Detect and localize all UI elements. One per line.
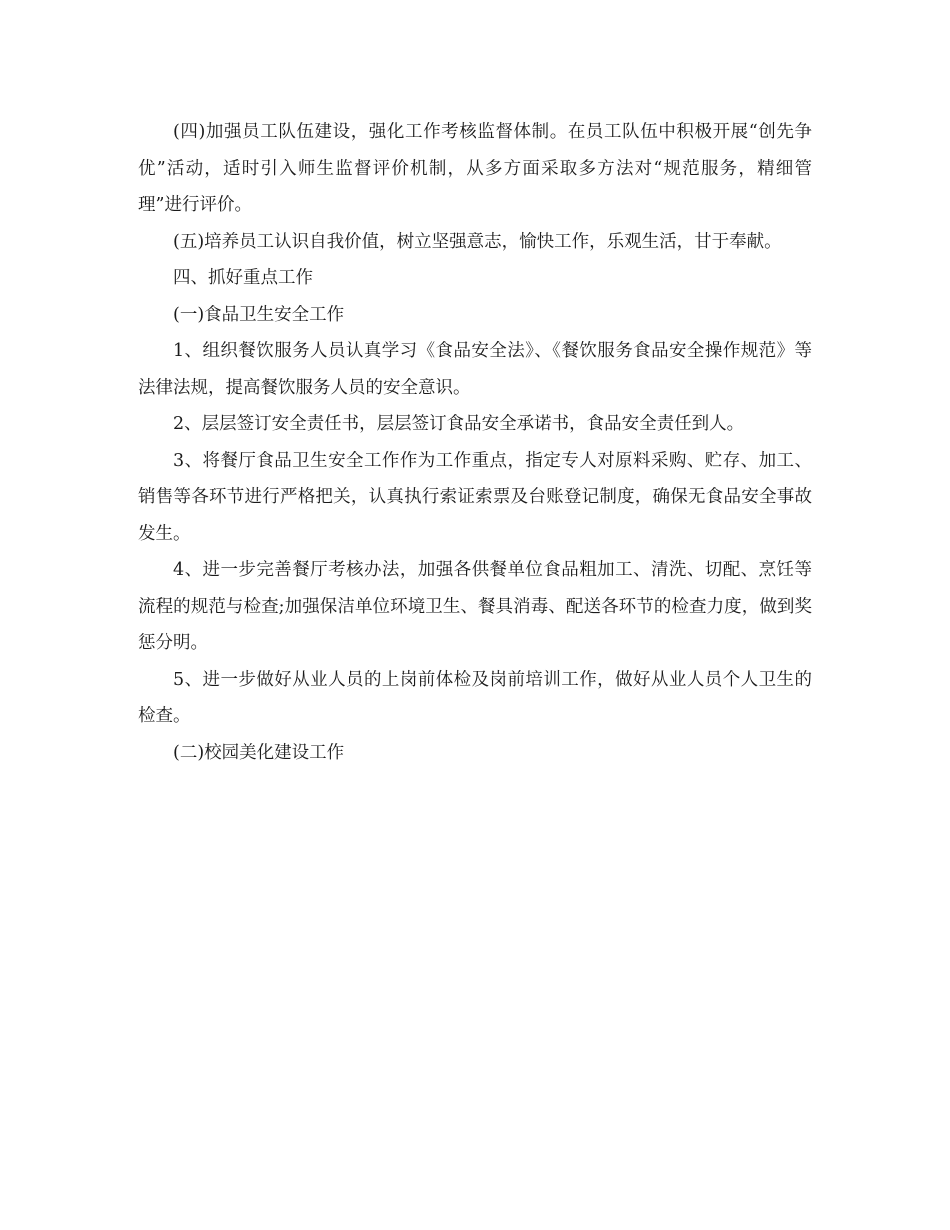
subsection-heading-campus-beautification: (二)校园美化建设工作 xyxy=(173,742,345,763)
list-item-4: 4、进一步完善餐厅考核办法，加强各供餐单位食品粗加工、清洗、切配、烹饪等流程的规范与检查;加强保洁单位环境卫生、餐具消毒、配送各环节的检查力度，做到奖惩分明。 xyxy=(138,560,812,653)
section-heading-key-work: 四、抓好重点工作 xyxy=(173,268,313,288)
subsection-heading-food-safety: (一)食品卫生安全工作 xyxy=(173,304,345,325)
list-item-5: 5、进一步做好从业人员的上岗前体检及岗前培训工作，做好从业人员个人卫生的检查。 xyxy=(138,669,812,726)
list-item-2: 2、层层签订安全责任书，层层签订食品安全承诺书，食品安全责任到人。 xyxy=(173,414,745,434)
list-item-1: 1、组织餐饮服务人员认真学习《食品安全法》、《餐饮服务食品安全操作规范》等法律法规，提高餐饮服务人员的安全意识。 xyxy=(138,341,812,398)
document-body xyxy=(138,114,812,771)
paragraph-staff-team-building: (四)加强员工队伍建设，强化工作考核监督体制。在员工队伍中积极开展“创先争优”活动，适时引入师生监督评价机制，从多方面采取多方法对“规范服务，精细管理”进行评价。 xyxy=(138,122,812,215)
paragraph-staff-self-value: (五)培养员工认识自我价值，树立坚强意志，愉快工作，乐观生活，甘于奉献。 xyxy=(173,231,782,252)
list-item-3: 3、将餐厅食品卫生安全工作作为工作重点，指定专人对原料采购、贮存、加工、销售等各环节进行严格把关，认真执行索证索票及台账登记制度，确保无食品安全事故发生。 xyxy=(138,450,812,544)
